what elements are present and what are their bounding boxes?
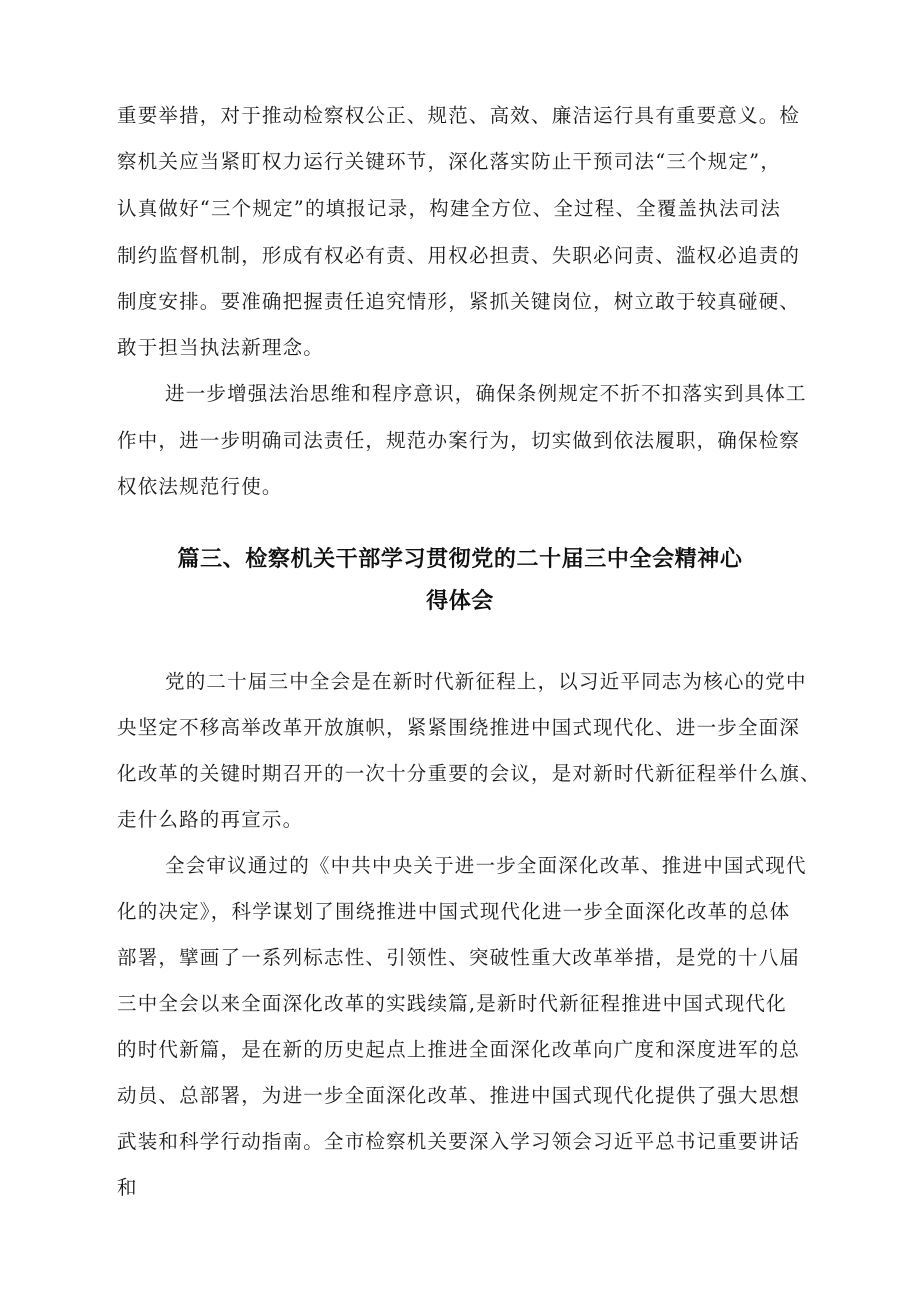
text-line: 化改革的关键时期召开的一次十分重要的会议，是对新时代新征程举什么旗、 [117,762,821,785]
text-line: 制度安排。要准确把握责任追究情形，紧抓关键岗位，树立敢于较真碰硬、 [117,290,801,313]
text-line: 部署，擘画了一系列标志性、引领性、突破性重大改革举措，是党的十八届 [117,946,801,969]
text-line: 作中，进一步明确司法责任，规范办案行为，切实做到依法履职，确保检察 [117,429,801,452]
text-line: 央坚定不移高举改革开放旗帜，紧紧围绕推进中国式现代化、进一步全面深 [117,716,801,739]
text-line: 重要举措，对于推动检察权公正、规范、高效、廉洁运行具有重要意义。检 [117,104,801,127]
text-line: 察机关应当紧盯权力运行关键环节，深化落实防止干预司法“三个规定”， [117,150,782,173]
text-line: 全会审议通过的《中共中央关于进一步全面深化改革、推进中国式现代 [165,854,807,877]
text-line: 党的二十届三中全会是在新时代新征程上，以习近平同志为核心的党中 [165,670,807,693]
text-line: 走什么路的再宣示。 [117,808,304,831]
text-line: 的时代新篇，是在新的历史起点上推进全面深化改革向广度和深度进军的总 [117,1038,801,1061]
text-line: 化的决定》，科学谋划了围绕推进中国式现代化进一步全面深化改革的总体 [117,900,791,923]
text-line: 武装和科学行动指南。全市检察机关要深入学习领会习近平总书记重要讲话 [117,1130,801,1153]
text-line: 三中全会以来全面深化改革的实践续篇,是新时代新征程推进中国式现代化 [117,992,787,1015]
text-line: 和 [117,1176,138,1199]
text-line: 权依法规范行使。 [117,475,283,498]
text-line: 进一步增强法治思维和程序意识，确保条例规定不折不扣落实到具体工 [165,382,807,405]
text-line: 敢于担当执法新理念。 [117,336,325,359]
text-line: 动员、总部署，为进一步全面深化改革、推进中国式现代化提供了强大思想 [117,1084,801,1107]
section-heading-line-1: 篇三、检察机关干部学习贯彻党的二十届三中全会精神心 [177,547,743,572]
text-line: 制约监督机制，形成有权必有责、用权必担责、失职必问责、滥权必追责的 [117,244,801,267]
section-heading-line-2: 得体会 [426,589,494,614]
text-line: 认真做好“三个规定”的填报记录，构建全方位、全过程、全覆盖执法司法 [117,197,782,220]
